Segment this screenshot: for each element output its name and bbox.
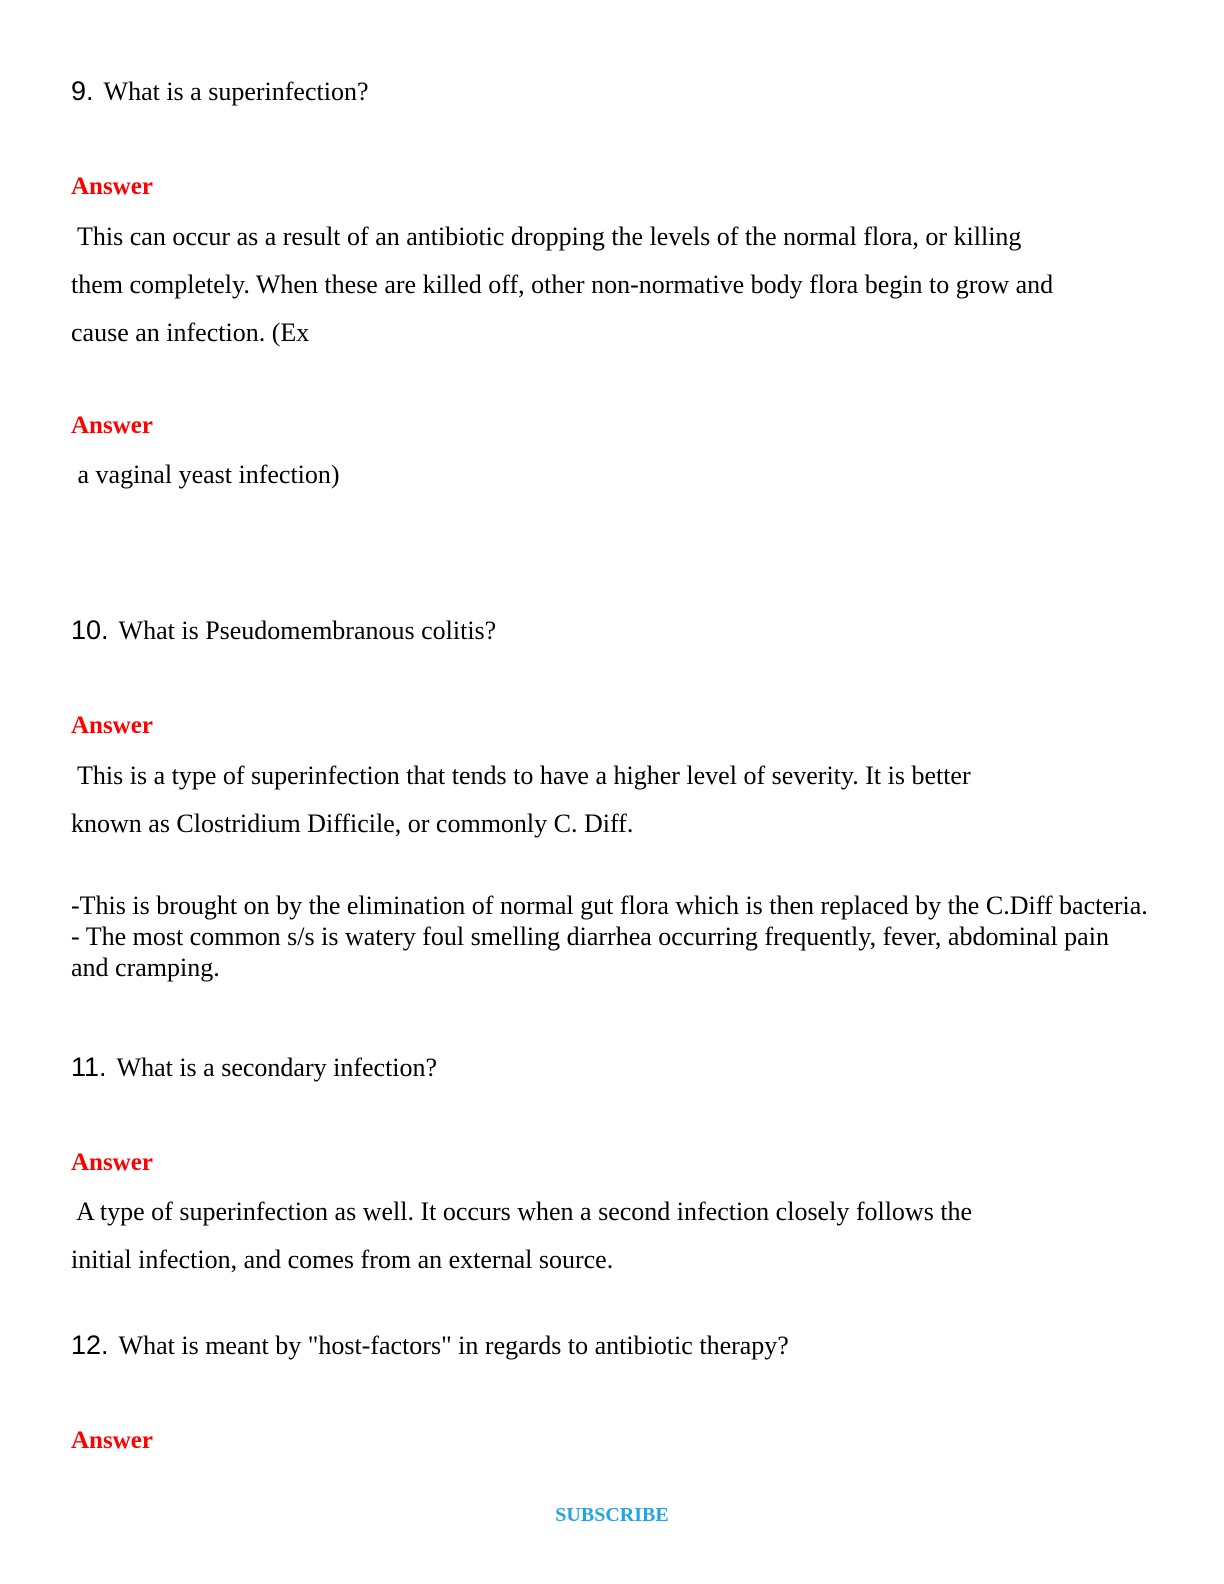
- answer-line: known as Clostridium Difficile, or commonly C. Diff.: [71, 809, 634, 838]
- question-text: What is Pseudomembranous colitis?: [118, 616, 497, 645]
- question-11: [71, 1052, 437, 1083]
- answer-line: initial infection, and comes from an external source.: [71, 1245, 614, 1274]
- answer-notes: [71, 890, 1151, 983]
- question-text: What is a superinfection?: [103, 77, 369, 106]
- question-text: What is a secondary infection?: [116, 1053, 438, 1082]
- question-number: 11.: [71, 1052, 107, 1082]
- answer-text: [71, 451, 1151, 499]
- question-9: [71, 76, 368, 107]
- answer-text: [71, 213, 1151, 357]
- answer-line: This is a type of superinfection that tends to have a higher level of severity. It is better: [71, 761, 971, 790]
- answer-label: Answer: [71, 412, 153, 439]
- question-10: [71, 615, 496, 646]
- answer-label: Answer: [71, 173, 153, 200]
- question-number: 12.: [71, 1330, 109, 1360]
- answer-line: a vaginal yeast infection): [71, 460, 340, 489]
- answer-line: them completely. When these are killed off, other non-normative body flora begin to grow and: [71, 270, 1054, 299]
- answer-line: This can occur as a result of an antibiotic dropping the levels of the normal flora, or killing: [71, 222, 1022, 251]
- question-number: 9.: [71, 76, 94, 106]
- answer-label: Answer: [71, 712, 153, 739]
- subscribe-link[interactable]: SUBSCRIBE: [555, 1504, 669, 1526]
- question-12: [71, 1330, 789, 1361]
- answer-line: A type of superinfection as well. It occurs when a second infection closely follows the: [71, 1197, 973, 1226]
- answer-line: cause an infection. (Ex: [71, 318, 310, 347]
- question-number: 10.: [71, 615, 109, 645]
- note-line: - The most common s/s is watery foul smelling diarrhea occurring frequently, fever, abdominal pain and cramping.: [71, 922, 1109, 982]
- question-text: What is meant by "host-factors" in regards to antibiotic therapy?: [118, 1331, 789, 1360]
- note-line: -This is brought on by the elimination of normal gut flora which is then replaced by the C.Diff bacteria.: [71, 891, 1148, 920]
- answer-label: Answer: [71, 1149, 153, 1176]
- answer-text: [71, 752, 1151, 848]
- answer-label: Answer: [71, 1427, 153, 1454]
- answer-text: [71, 1188, 1151, 1284]
